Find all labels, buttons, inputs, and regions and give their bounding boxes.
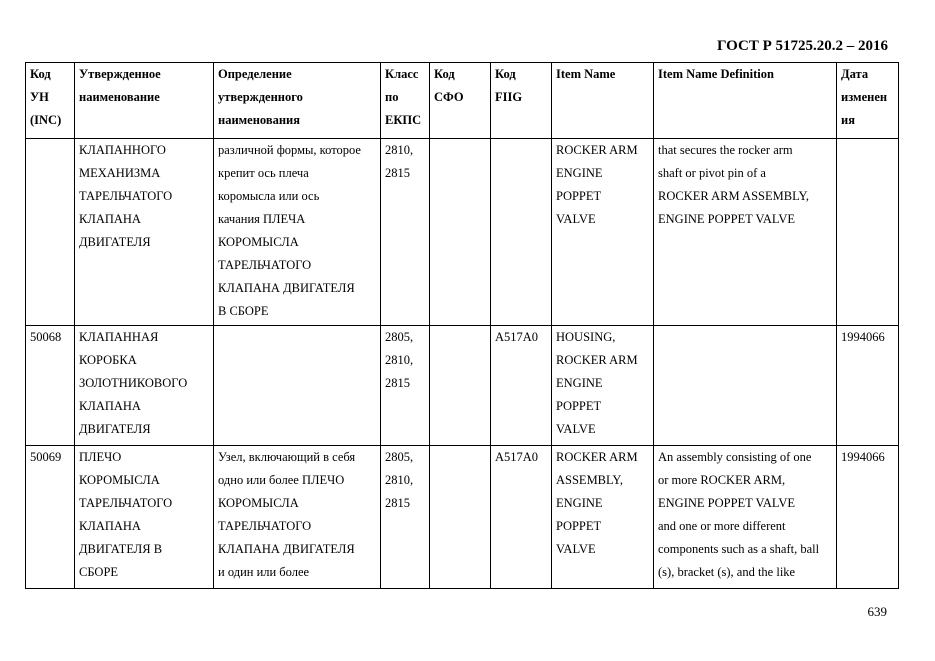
cell-fiig-code [491, 139, 552, 326]
header-item-name: Item Name [552, 63, 654, 139]
header-fiig-code: Код FIIG [491, 63, 552, 139]
cell-approved-name: КЛАПАННОГО МЕХАНИЗМА ТАРЕЛЬЧАТОГО КЛАПАНА ДВИГАТЕЛЯ [75, 139, 214, 326]
cell-approved-name: ПЛЕЧО КОРОМЫСЛА ТАРЕЛЬЧАТОГО КЛАПАНА ДВИГАТЕЛЯ В СБОРЕ [75, 446, 214, 589]
header-change-date: Дата изменен ия [837, 63, 899, 139]
cell-item-name: ROCKER ARM ENGINE POPPET VALVE [552, 139, 654, 326]
cell-fiig-code: A517A0 [491, 326, 552, 446]
header-name-definition: Определение утвержденного наименования [214, 63, 381, 139]
table-header-row [26, 63, 899, 139]
header-ekps-class: Класс по ЕКПС [381, 63, 430, 139]
cell-approved-name: КЛАПАННАЯ КОРОБКА ЗОЛОТНИКОВОГО КЛАПАНА ДВИГАТЕЛЯ [75, 326, 214, 446]
cell-item-name: HOUSING, ROCKER ARM ENGINE POPPET VALVE [552, 326, 654, 446]
cell-ekps-class: 2810, 2815 [381, 139, 430, 326]
table-row [26, 326, 899, 446]
cell-inc-code: 50068 [26, 326, 75, 446]
table-row [26, 139, 899, 326]
cell-name-definition: Узел, включающий в себя одно или более ПЛЕЧО КОРОМЫСЛА ТАРЕЛЬЧАТОГО КЛАПАНА ДВИГАТЕЛЯ и один или более [214, 446, 381, 589]
item-registry-table [25, 62, 899, 589]
cell-sfo-code [430, 446, 491, 589]
cell-sfo-code [430, 326, 491, 446]
document-standard-number: ГОСТ Р 51725.20.2 – 2016 [716, 38, 888, 54]
cell-ekps-class: 2805, 2810, 2815 [381, 446, 430, 589]
cell-change-date: 1994066 [837, 446, 899, 589]
cell-change-date [837, 139, 899, 326]
header-inc-code: Код УН (INC) [26, 63, 75, 139]
table-row [26, 446, 899, 589]
cell-item-name-definition: that secures the rocker arm shaft or pivot pin of a ROCKER ARM ASSEMBLY, ENGINE POPPET VALVE [654, 139, 837, 326]
cell-name-definition: различной формы, которое крепит ось плеча коромысла или ось качания ПЛЕЧА КОРОМЫСЛА ТАРЕЛЬЧАТОГО КЛАПАНА ДВИГАТЕЛЯ В СБОРЕ [214, 139, 381, 326]
cell-name-definition [214, 326, 381, 446]
cell-fiig-code: A517A0 [491, 446, 552, 589]
page-number: 639 [867, 604, 887, 619]
header-item-name-definition: Item Name Definition [654, 63, 837, 139]
cell-item-name-definition [654, 326, 837, 446]
cell-ekps-class: 2805, 2810, 2815 [381, 326, 430, 446]
cell-change-date: 1994066 [837, 326, 899, 446]
cell-inc-code [26, 139, 75, 326]
cell-item-name-definition: An assembly consisting of one or more ROCKER ARM, ENGINE POPPET VALVE and one or more different components such as a shaft, ball (s), bracket (s), and the like [654, 446, 837, 589]
header-sfo-code: Код СФО [430, 63, 491, 139]
cell-item-name: ROCKER ARM ASSEMBLY, ENGINE POPPET VALVE [552, 446, 654, 589]
header-approved-name: Утвержденное наименование [75, 63, 214, 139]
cell-inc-code: 50069 [26, 446, 75, 589]
cell-sfo-code [430, 139, 491, 326]
